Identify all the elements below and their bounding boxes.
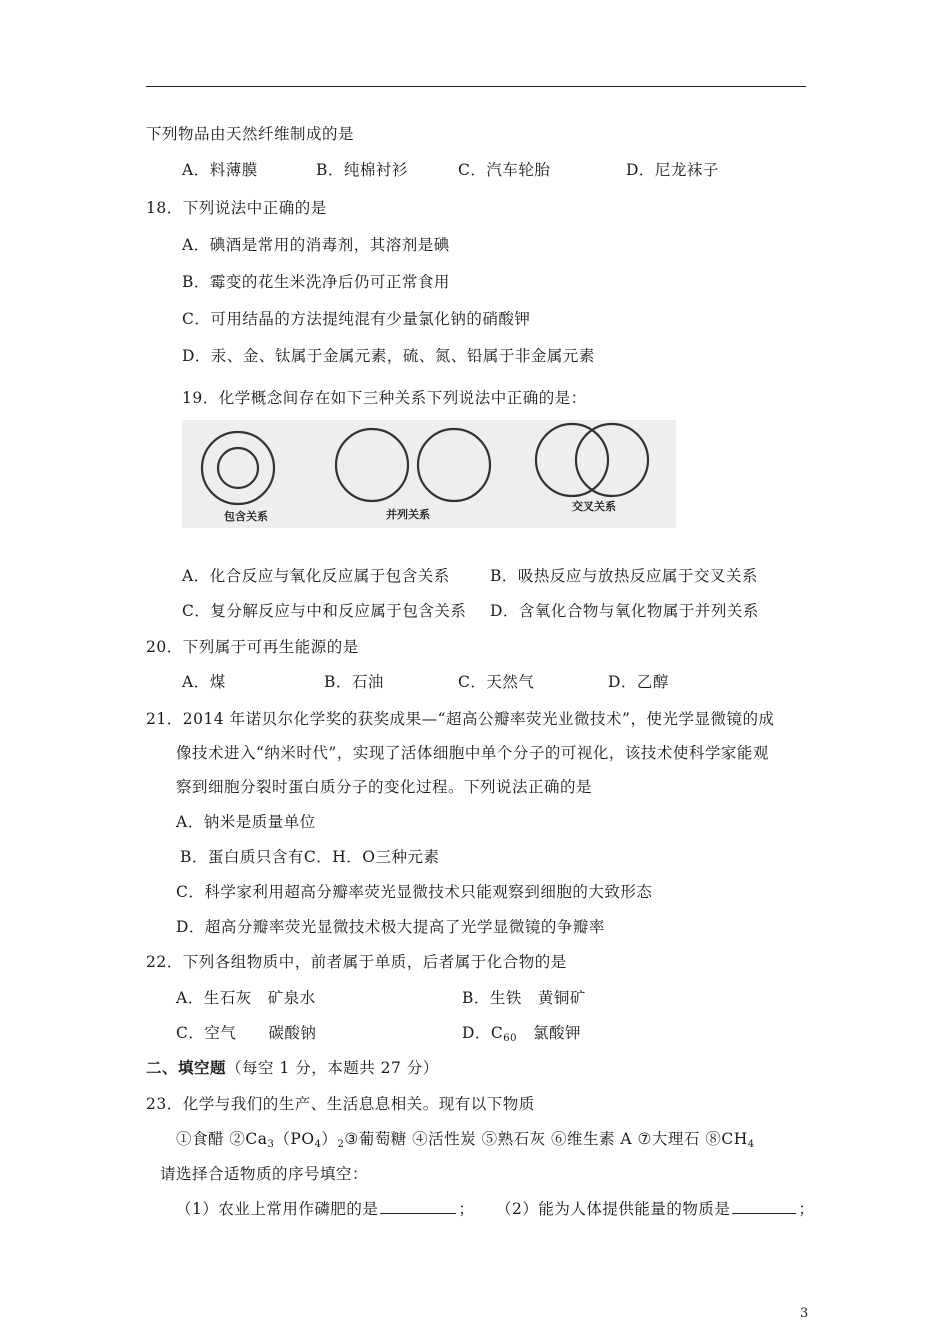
q21-option-c: C．科学家利用超高分瓣率荧光显微技术只能观察到细胞的大致形态	[176, 883, 653, 901]
cross-right-circle	[576, 424, 648, 496]
parallel-right-circle	[418, 429, 490, 501]
q18-option-a: A．碘酒是常用的消毒剂，其溶剂是碘	[182, 236, 450, 254]
q23-sub2: （2）能为人体提供能量的物质是 ；	[496, 1200, 815, 1218]
answer-blank-2[interactable]	[732, 1199, 796, 1214]
q19-stem: 19．化学概念间存在如下三种关系下列说法中正确的是：	[182, 389, 587, 407]
section2-heading	[146, 1058, 439, 1078]
label-contain: 包含关系	[224, 510, 268, 523]
q18-option-d: D．汞、金、钛属于金属元素，硫、氮、铅属于非金属元素	[182, 347, 595, 365]
q23-sub1: （1）农业上常用作磷肥的是 ；	[176, 1200, 475, 1218]
q21-option-d: D．超高分瓣率荧光显微技术极大提高了光学显微镜的争瓣率	[176, 918, 605, 936]
q21-option-a: A．钠米是质量单位	[176, 813, 316, 831]
q21-stem-line2: 像技术进入“纳米时代”，实现了活体细胞中单个分子的可视化，该技术使科学家能观	[176, 744, 769, 762]
q20-stem: 20．下列属于可再生能源的是	[146, 638, 359, 656]
q20-option-d: D．乙醇	[608, 673, 669, 691]
q22-stem: 22．下列各组物质中，前者属于单质，后者属于化合物的是	[146, 953, 567, 971]
q17-option-d: D．尼龙袜子	[626, 161, 719, 179]
q20-option-c: C．天然气	[458, 673, 535, 691]
q18-stem: 18．下列说法中正确的是	[146, 199, 327, 217]
containment-outer-circle	[202, 432, 274, 504]
q19-option-d: D．含氧化合物与氧化物属于并列关系	[490, 602, 759, 620]
q19-option-c: C．复分解反应与中和反应属于包含关系	[182, 602, 467, 620]
q21-stem-line3: 察到细胞分裂时蛋白质分子的变化过程。下列说法正确的是	[176, 778, 593, 796]
q23-instruction: 请选择合适物质的序号填空：	[160, 1165, 369, 1183]
parallel-left-circle	[336, 429, 408, 501]
q23-substances: ①食醋 $②Ca_3(PO_4)_2③$葡萄糖 ④活性炭 ⑤熟石灰 ⑥维生素 A ⑦大理石 $⑧CH_4$	[176, 1130, 755, 1150]
q20-option-b: B．石油	[324, 673, 384, 691]
label-parallel: 并列关系	[386, 508, 430, 521]
q17-stem: 下列物品由天然纤维制成的是	[146, 125, 355, 143]
answer-blank-1[interactable]	[380, 1199, 456, 1214]
q19-option-a: A．化合反应与氧化反应属于包含关系	[182, 567, 450, 585]
q22-option-d: D．$C_{60}$ 氯酸钾	[462, 1024, 582, 1044]
q20-option-a: A．煤	[182, 673, 226, 691]
q19-option-b: B．吸热反应与放热反应属于交叉关系	[490, 567, 758, 585]
relationship-diagram	[182, 420, 676, 528]
q17-option-a: A．料薄膜	[182, 161, 258, 179]
section2-title: 二、填空题	[146, 1058, 227, 1077]
q22-option-c: C．空气 碳酸钠	[176, 1024, 317, 1042]
section2-note: （每空 1 分，本题共 27 分）	[226, 1059, 439, 1077]
q17-option-b: B．纯棉衬衫	[316, 161, 408, 179]
page-number: 3	[800, 1306, 809, 1321]
q21-option-b: B．蛋白质只含有C．H．O三种元素	[180, 848, 440, 866]
q22-option-a: A．生石灰 矿泉水	[176, 989, 316, 1007]
q18-option-c: C．可用结晶的方法提纯混有少量氯化钠的硝酸钾	[182, 310, 531, 328]
q22-option-b: B．生铁 黄铜矿	[462, 989, 586, 1007]
cross-left-circle	[536, 424, 608, 496]
containment-inner-circle	[218, 448, 258, 488]
header-rule	[146, 86, 806, 87]
q18-option-b: B．霉变的花生米洗净后仍可正常食用	[182, 273, 450, 291]
label-cross: 交叉关系	[572, 500, 616, 513]
q21-stem-line1: 21．2014 年诺贝尔化学奖的获奖成果—“超高公瓣率荧光业微技术”，使光学显微镜的成	[146, 710, 775, 728]
q23-stem: 23．化学与我们的生产、生活息息相关。现有以下物质	[146, 1095, 535, 1113]
q17-option-c: C．汽车轮胎	[458, 161, 551, 179]
